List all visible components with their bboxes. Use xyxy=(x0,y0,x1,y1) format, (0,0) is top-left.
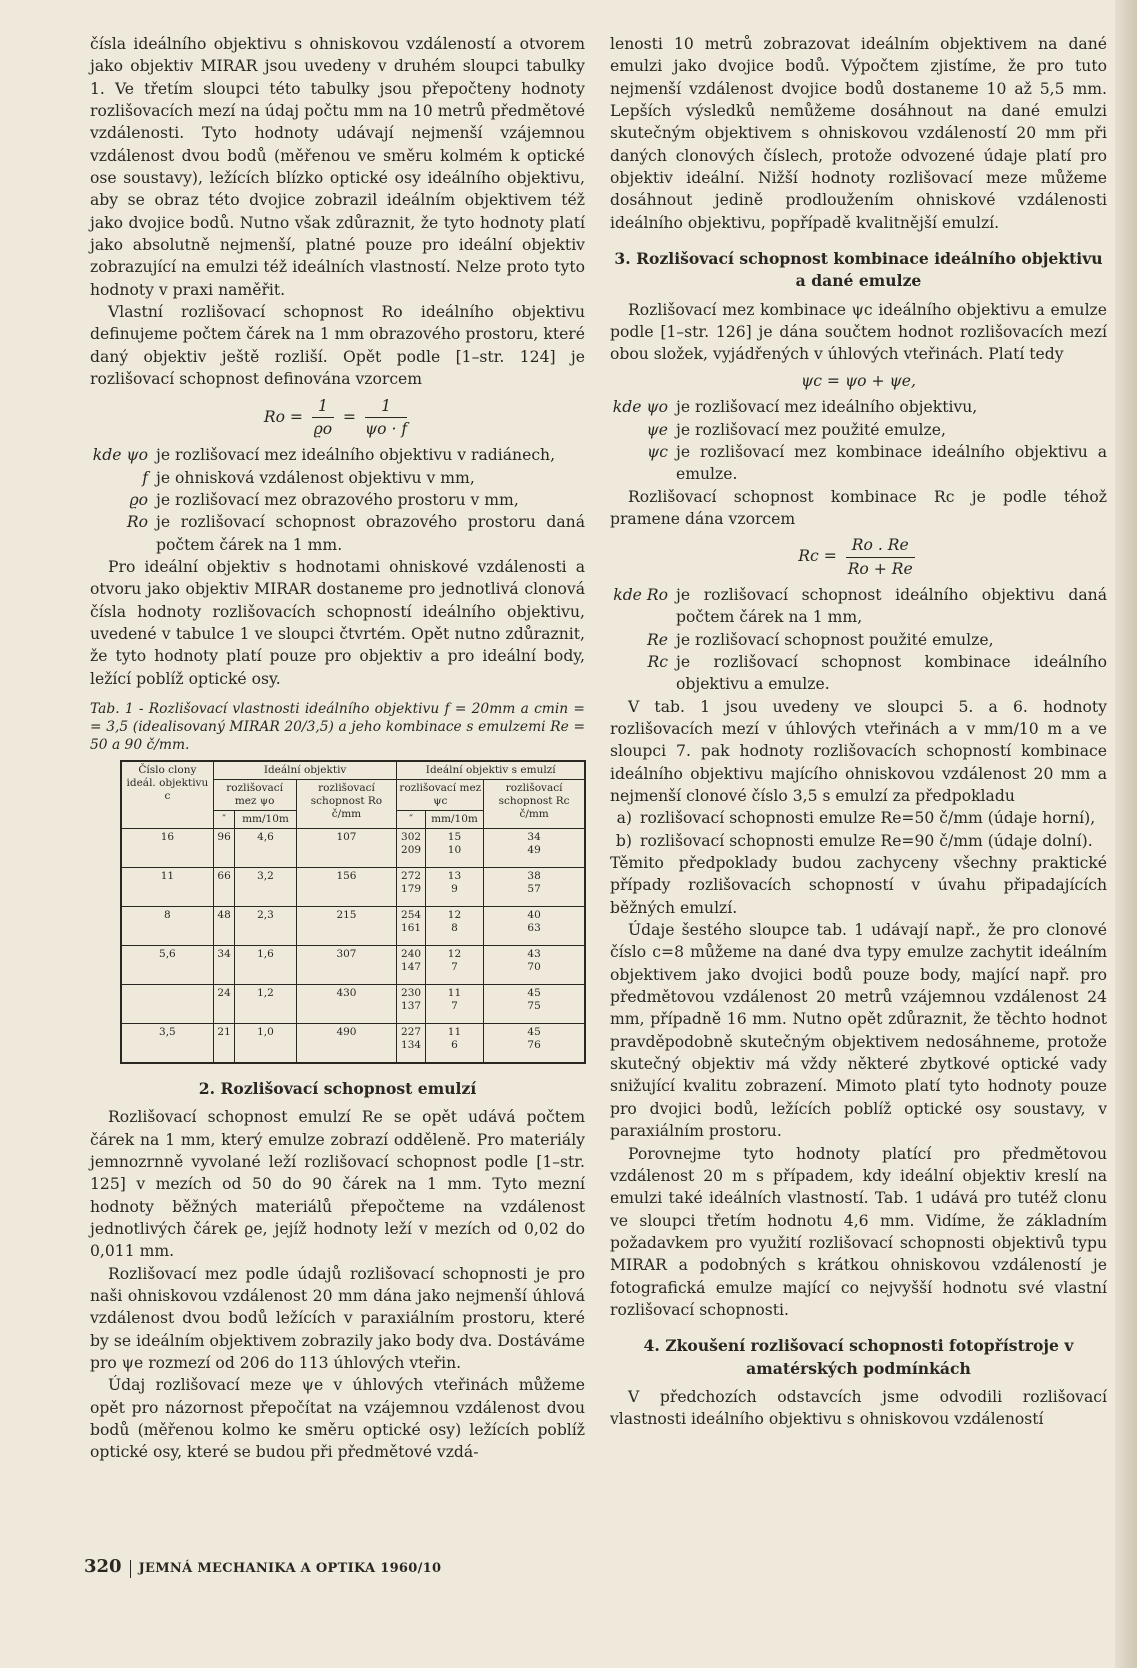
table-cell: 230 137 xyxy=(397,984,425,1023)
table-cell: 5,6 xyxy=(121,945,213,984)
table-row xyxy=(121,906,585,945)
table-cell: 11 xyxy=(121,867,213,906)
table-row xyxy=(121,984,585,1023)
table-header: rozlišovací mez ψo xyxy=(213,779,296,810)
table-cell: 12 7 xyxy=(425,945,484,984)
section-heading: 2. Rozlišovací schopnost emulzí xyxy=(198,1078,477,1098)
table-header: rozlišovací schopnost Ro č/mm xyxy=(296,779,397,828)
table-cell: 15 10 xyxy=(425,828,484,867)
table-cell: 43 70 xyxy=(484,945,585,984)
right-column xyxy=(610,33,1107,1431)
section-heading: 3. Rozlišovací schopnost kombinace ideálního objektivu a dané emulze xyxy=(614,249,1103,291)
table-cell: 490 xyxy=(296,1023,397,1063)
table-cell: 96 xyxy=(213,828,235,867)
formula-rc: Rc = $\frac{Ro . Re}{Ro + Re}$ xyxy=(798,536,913,578)
table-header: rozlišovací mez ψc xyxy=(397,779,484,810)
table-header: rozlišovací schopnost Rc č/mm xyxy=(484,779,585,828)
definition-list: kde ψo je rozlišovací mez ideálního objektivu, ψe je rozlišovací mez použité emulze, ψc je rozlišovací mez kombinace ideálního objektivu a emulze. xyxy=(612,398,1107,484)
table-cell: 430 xyxy=(296,984,397,1023)
page-spine-shadow xyxy=(1115,0,1137,1668)
table-cell: 3,2 xyxy=(235,867,296,906)
formula-psi-c: ψc = ψo + ψe, xyxy=(801,371,916,390)
table-header: ″ xyxy=(397,810,425,828)
table-cell: 302 209 xyxy=(397,828,425,867)
resolution-table xyxy=(120,760,586,1064)
table-row xyxy=(121,867,585,906)
paragraph: Pro ideální objektiv s hodnotami ohniskové vzdálenosti a otvoru jako objektiv MIRAR dostaneme pro jednotlivá clonová čísla hodnoty rozlišovacích schopností ideálního objektivu, uvedené v tabulce 1 ve sloupci čtvrtém. Opět nutno zdůraznit, že tyto hodnoty platí pouze pro objektiv a pro ideální body, ležící poblíž optické osy. xyxy=(90,557,585,688)
paragraph: Rozlišovací schopnost kombinace Rc je podle téhož pramene dána vzorcem xyxy=(610,487,1107,528)
assumption-list: a) rozlišovací schopnosti emulze Re=50 č/mm (údaje horní), b) rozlišovací schopnosti emulze Re=90 č/mm (údaje dolní). xyxy=(615,809,1096,850)
table-cell: 4,6 xyxy=(235,828,296,867)
table-cell: 34 xyxy=(213,945,235,984)
paragraph: Vlastní rozlišovací schopnost Ro ideálního objektivu definujeme počtem čárek na 1 mm obrazového prostoru, které daný objektiv ještě rozliší. Opět podle [1–str. 124] je rozlišovací schopnost definována vzorcem xyxy=(90,303,585,389)
table-cell: 66 xyxy=(213,867,235,906)
table-cell: 38 57 xyxy=(484,867,585,906)
table-row xyxy=(121,828,585,867)
paragraph: V předchozích odstavcích jsme odvodili rozlišovací vlastnosti ideálního objektivu s ohniskovou vzdáleností xyxy=(610,1387,1107,1429)
paragraph: Rozlišovací schopnost emulzí Re se opět udává počtem čárek na 1 mm, který emulze zobrazí odděleně. Pro materiály jemnozrnně vyvolané leží rozlišovací schopnost podle [1–str. 125] v mezích od 50 do 90 čárek na 1 mm. Tyto mezní hodnoty běžných materiálů přepočteme na vzdálenost jednotlivých čárek ϱe, jejíž hodnoty leží v mezích od 0,02 do 0,011 mm. xyxy=(90,1108,585,1261)
table-cell: 12 8 xyxy=(425,906,484,945)
table-cell: 40 63 xyxy=(484,906,585,945)
table-cell xyxy=(121,984,213,1023)
paragraph: Rozlišovací mez kombinace ψc ideálního objektivu a emulze podle [1–str. 126] je dána součtem hodnot rozlišovacích mezí obou složek, vyjádřených v úhlových vteřinách. Platí tedy xyxy=(610,300,1107,364)
table-cell: 16 xyxy=(121,828,213,867)
paragraph: Porovnejme tyto hodnoty platící pro předmětovou vzdálenost 20 m s případem, kdy ideální objektiv kreslí na emulzi také ideálních vlastností. Tab. 1 udává pro tutéž clonu ve sloupci třetím hodnotu 4,6 mm. Vidíme, že základním požadavkem pro využití rozlišovací schopnosti objektivů typu MIRAR a podobných s krátkou ohniskovou vzdáleností je fotografická emulze mající co nejvyšší hodnotu své vlastní rozlišovací schopnosti. xyxy=(610,1144,1107,1319)
table-cell: 45 75 xyxy=(484,984,585,1023)
table-cell: 1,6 xyxy=(235,945,296,984)
table-cell: 272 179 xyxy=(397,867,425,906)
table-header: mm/10m xyxy=(235,810,296,828)
formula-ro: Ro = $\frac{1}{ϱo}$ = $\frac{1}{\psi o \cdot f}$ xyxy=(263,396,408,438)
paragraph: Těmito předpoklady budou zachyceny všechny praktické případy rozlišovacích schopností v úvahu připadajících běžných emulzí. xyxy=(610,854,1107,917)
table-cell: 11 7 xyxy=(425,984,484,1023)
table-cell: 307 xyxy=(296,945,397,984)
table-row xyxy=(121,1023,585,1063)
table-cell: 13 9 xyxy=(425,867,484,906)
table-cell: 254 161 xyxy=(397,906,425,945)
paragraph: Údaj rozlišovací meze ψe v úhlových vteřinách můžeme opět pro názornost přepočítat na vzájemnou vzdálenost dvou bodů (měřenou kolmo ke směru optické osy) ležících poblíž optické osy, které se budou při předmětové vzdá- xyxy=(90,1376,585,1462)
table-cell: 156 xyxy=(296,867,397,906)
table-caption: Tab. 1 - Rozlišovací vlastnosti ideálního objektivu f = 20mm a cmin = = 3,5 (idealisovaný MIRAR 20/3,5) a jeho kombinace s emulzemi Re = 50 a 90 č/mm. xyxy=(90,700,585,753)
paragraph: čísla ideálního objektivu s ohniskovou vzdáleností a otvorem jako objektiv MIRAR jsou uvedeny v druhém sloupci tabulky 1. Ve třetím sloupci této tabulky jsou přepočteny hodnoty rozlišovacích mezí na údaj počtu mm na 10 metrů předmětové vzdálenosti. Tyto hodnoty udávají nejmenší vzájemnou vzdálenost dvou bodů (měřenou ve směru kolmém k optické ose soustavy), ležících blízko optické osy ideálního objektivu, aby se obraz této dvojice zobrazil ideálním objektivem též jako dvojice bodů. Nutno však zdůraznit, že tyto hodnoty platí jako absolutně nejmenší, platné pouze pro ideální objektiv zobrazující na emulzi též ideálních vlastností. Nelze proto tyto hodnoty v praxi naměřit. xyxy=(90,35,585,299)
table-cell: 48 xyxy=(213,906,235,945)
page-number: 320 xyxy=(84,1556,122,1577)
paragraph: Údaje šestého sloupce tab. 1 udávají např., že pro clonové číslo c=8 můžeme na dané dva typy emulze zachytit ideálním objektivem jako dvojici bodů pouze body, mající např. pro předmětovou vzdálenost 20 metrů vzájemnou vzdálenost 24 mm, případně 16 mm. Nutno opět zdůraznit, že těchto hodnot pravděpodobně skutečným objektivem nedosáhneme, protože skutečný objektiv má vždy některé zbytkové optické vady snižující kvalitu zobrazení. Mimoto platí tyto hodnoty pouze pro dvojici bodů, ležících poblíž optické osy soustavy, v paraxiálním prostoru. xyxy=(610,921,1107,1141)
paragraph: V tab. 1 jsou uvedeny ve sloupci 5. a 6. hodnoty rozlišovacích mezí v úhlových vteřinách a v mm/10 m a ve sloupci 7. pak hodnoty rozlišovacích schopností kombinace ideálního objektivu majícího ohniskovou vzdálenost 20 mm a nejmenší clonové číslo 3,5 s emulzí za předpokladu xyxy=(610,697,1107,805)
table-cell: 240 147 xyxy=(397,945,425,984)
table-cell: 1,2 xyxy=(235,984,296,1023)
table-cell: 8 xyxy=(121,906,213,945)
table-header: Ideální objektiv s emulzí xyxy=(397,761,585,780)
left-column xyxy=(90,33,585,1464)
table-header: Číslo clony ideál. objektivu c xyxy=(121,761,213,829)
table-cell: 3,5 xyxy=(121,1023,213,1063)
table-row xyxy=(121,945,585,984)
table-cell: 11 6 xyxy=(425,1023,484,1063)
table-cell: 227 134 xyxy=(397,1023,425,1063)
paragraph: lenosti 10 metrů zobrazovat ideálním objektivem na dané emulzi jako dvojice bodů. Výpočtem zjistíme, že pro tuto nejmenší vzdálenost dvojice bodů dostaneme 10 až 5,5 mm. Lepších výsledků nemůžeme dosáhnout na dané emulzi skutečným objektivem s ohniskovou vzdáleností 20 mm při daných clonových číslech, protože odvozené údaje platí pro objektiv ideální. Nižší hodnoty rozlišovací meze můžeme dosáhnout jedině prodloužením ohniskové vzdálenosti ideálního objektivu, popřípadě kvalitnější emulzí. xyxy=(610,35,1107,232)
table-header: Ideální objektiv xyxy=(213,761,397,780)
table-cell: 21 xyxy=(213,1023,235,1063)
table-cell: 107 xyxy=(296,828,397,867)
table-cell: 2,3 xyxy=(235,906,296,945)
section-heading: 4. Zkoušení rozlišovací schopnosti fotopřístroje v amatérských podmínkách xyxy=(643,1336,1074,1378)
journal-name: JEMNÁ MECHANIKA A OPTIKA 1960/10 xyxy=(138,1561,442,1576)
table-cell: 45 76 xyxy=(484,1023,585,1063)
page-footer xyxy=(84,1556,441,1578)
table-cell: 1,0 xyxy=(235,1023,296,1063)
table-cell: 34 49 xyxy=(484,828,585,867)
paragraph: Rozlišovací mez podle údajů rozlišovací schopnosti je pro naši ohniskovou vzdálenost 20 mm dána jako nejmenší úhlová vzdálenost dvou bodů ležících v paraxiálním prostoru, které by se ideálním objektivem zobrazily jako body dva. Dostáváme pro ψe rozmezí od 206 do 113 úhlových vteřin. xyxy=(90,1264,585,1373)
table-header: mm/10m xyxy=(425,810,484,828)
definition-list: kde ψo je rozlišovací mez ideálního objektivu v radiánech, f je ohnisková vzdálenost objektivu v mm, ϱo je rozlišovací mez obrazového prostoru v mm, Ro je rozlišovací schopnost obrazového prostoru daná počtem čárek na 1 mm. xyxy=(92,446,585,554)
table-cell: 215 xyxy=(296,906,397,945)
table-cell: 24 xyxy=(213,984,235,1023)
table-header: ″ xyxy=(213,810,235,828)
definition-list: kde Ro je rozlišovací schopnost ideálního objektivu daná počtem čárek na 1 mm, Re je rozlišovací schopnost použité emulze, Rc je rozlišovací schopnost kombinace ideálního objektivu a emulze. xyxy=(613,585,1107,694)
